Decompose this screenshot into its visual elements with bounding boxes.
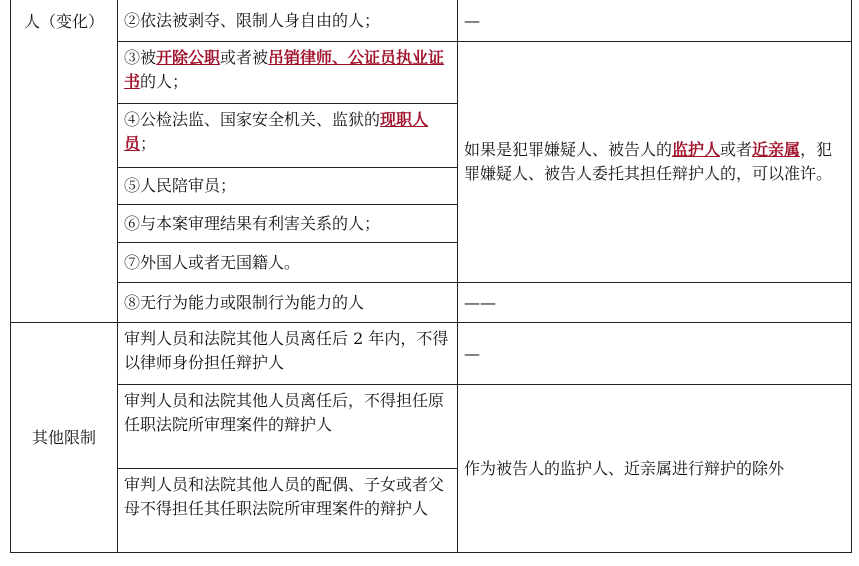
other-restriction-3: 审判人员和法院其他人员的配偶、子女或者父母不得担任其任职法院所审理案件的辩护人: [118, 469, 458, 553]
guardian-exception-note: 如果是犯罪嫌疑人、被告人的监护人或者近亲属，犯罪嫌疑人、被告人委托其担任辩护人的，可以准许。: [458, 42, 852, 283]
item-2-note: —: [458, 0, 852, 42]
item-4: ④公检法监、国家安全机关、监狱的现职人员；: [118, 104, 458, 168]
other-exception-note: 作为被告人的监护人、近亲属进行辩护的除外: [458, 385, 852, 553]
other-restriction-1-note: —: [458, 323, 852, 385]
item-8: ⑧无行为能力或限制行为能力的人: [118, 283, 458, 323]
item-7: ⑦外国人或者无国籍人。: [118, 243, 458, 283]
other-restriction-2: 审判人员和法院其他人员离任后，不得担任原任职法院所审理案件的辩护人: [118, 385, 458, 469]
item-8-note: ——: [458, 283, 852, 323]
category-cell-changed: 人（变化）: [11, 0, 118, 323]
category-cell-other: 其他限制: [11, 323, 118, 553]
item-3: ③被开除公职或者被吊销律师、公证员执业证书的人；: [118, 42, 458, 104]
item-2: ②依法被剥夺、限制人身自由的人；: [118, 0, 458, 42]
restrictions-table: [10, 0, 852, 553]
other-restriction-1: 审判人员和法院其他人员离任后 2 年内，不得以律师身份担任辩护人: [118, 323, 458, 385]
item-6: ⑥与本案审理结果有利害关系的人；: [118, 205, 458, 243]
item-5: ⑤人民陪审员；: [118, 168, 458, 205]
